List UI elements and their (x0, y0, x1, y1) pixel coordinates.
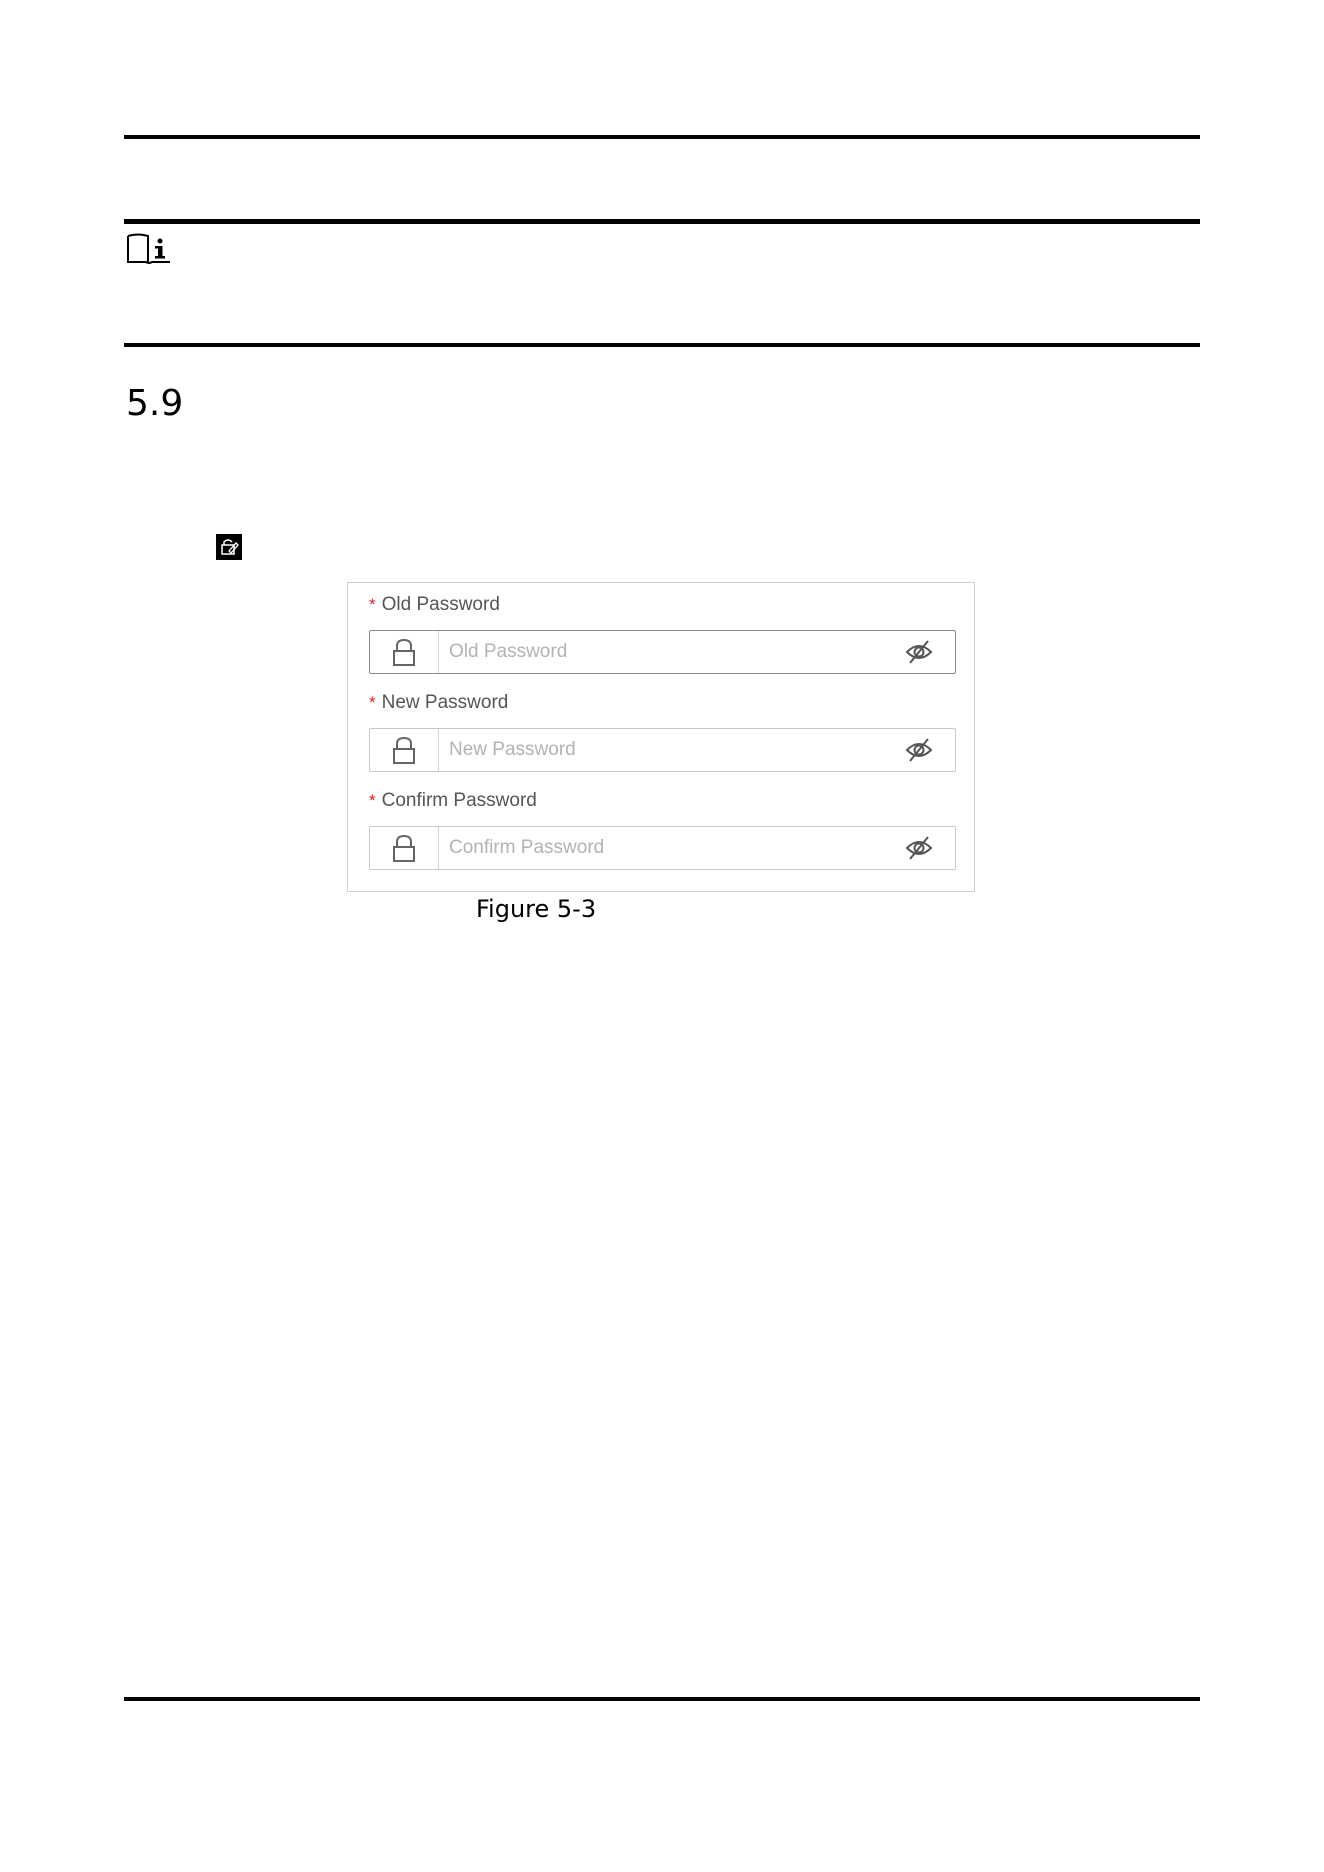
section-number: 5.9 (126, 383, 184, 424)
required-mark: * (369, 791, 376, 810)
figure-caption: Figure 5-3 (476, 895, 597, 923)
eye-hidden-icon[interactable] (905, 737, 933, 763)
confirm-password-label-text: Confirm Password (381, 790, 537, 811)
header-rule (124, 135, 1200, 139)
confirm-password-label (369, 790, 537, 812)
new-password-label-text: New Password (381, 692, 509, 713)
lock-icon (370, 827, 439, 869)
required-mark: * (369, 693, 376, 712)
confirm-password-input[interactable] (449, 827, 889, 869)
note-top-rule (124, 219, 1200, 224)
old-password-label (369, 594, 500, 616)
lock-icon (370, 729, 439, 771)
note-bottom-rule (124, 343, 1200, 347)
password-form-figure (347, 582, 975, 892)
old-password-label-text: Old Password (381, 594, 500, 615)
lock-icon (370, 631, 439, 673)
eye-hidden-icon[interactable] (905, 835, 933, 861)
eye-hidden-icon[interactable] (905, 639, 933, 665)
edit-password-icon (216, 534, 242, 560)
new-password-input[interactable] (449, 729, 889, 771)
footer-rule (124, 1697, 1200, 1701)
note-info-icon (126, 232, 172, 266)
old-password-input[interactable] (449, 631, 889, 673)
new-password-field[interactable] (369, 728, 956, 772)
old-password-field[interactable] (369, 630, 956, 674)
confirm-password-field[interactable] (369, 826, 956, 870)
required-mark: * (369, 595, 376, 614)
new-password-label (369, 692, 508, 714)
